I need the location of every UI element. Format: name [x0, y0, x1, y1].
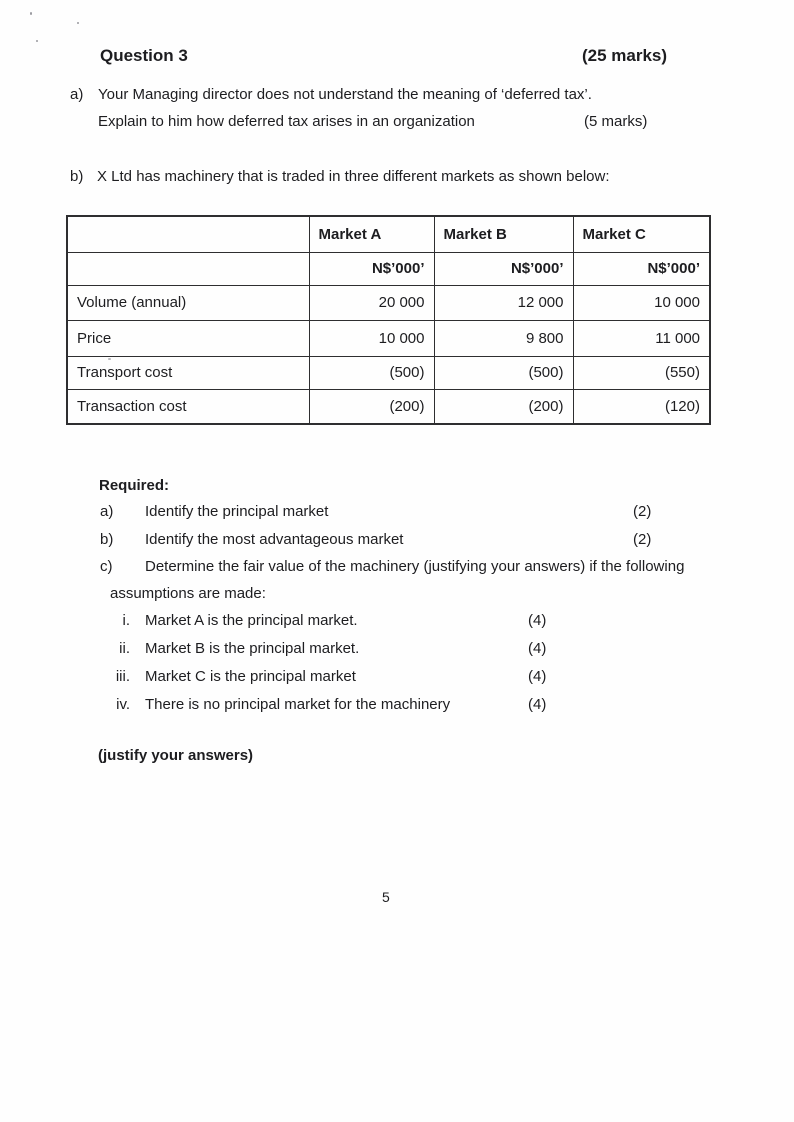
part-a-label: a)	[70, 86, 84, 103]
table-cell: 10 000	[573, 285, 710, 320]
justify-note: (justify your answers)	[98, 747, 254, 764]
page-number: 5	[382, 889, 390, 905]
assumption-i-label: i.	[122, 612, 130, 629]
assumption-iv-marks: (4)	[528, 696, 547, 713]
table-cell: 11 000	[573, 320, 710, 356]
part-b-text: X Ltd has machinery that is traded in three different markets as shown below:	[97, 168, 610, 185]
required-item-c-label: c)	[100, 558, 113, 575]
table-row	[67, 356, 710, 389]
table-row	[67, 285, 710, 320]
table-cell	[67, 252, 309, 285]
required-item-b-label: b)	[100, 531, 114, 548]
scan-speck	[77, 22, 79, 24]
table-cell: 12 000	[434, 285, 573, 320]
part-a-line2: Explain to him how deferred tax arises in an organization	[98, 113, 475, 130]
row-label-transaction-cost: Transaction cost	[67, 389, 309, 424]
part-b-label: b)	[70, 168, 84, 185]
scan-speck	[30, 12, 32, 15]
table-cell: 20 000	[309, 285, 434, 320]
markets-table	[66, 215, 711, 425]
required-heading: Required:	[99, 477, 170, 494]
row-label-price: Price	[67, 320, 309, 356]
table-col-market-c: Market C	[573, 216, 710, 252]
row-label-transport-cost: Transport cost	[67, 356, 309, 389]
table-header-row	[67, 216, 710, 252]
table-row	[67, 320, 710, 356]
required-item-a-label: a)	[100, 503, 114, 520]
table-unit-c: N$’000’	[573, 252, 710, 285]
required-item-b-text: Identify the most advantageous market	[145, 531, 404, 548]
assumption-ii-text: Market B is the principal market.	[145, 640, 360, 657]
assumption-i-marks: (4)	[528, 612, 547, 629]
table-row	[67, 389, 710, 424]
part-a-marks: (5 marks)	[584, 113, 648, 130]
table-cell: (200)	[309, 389, 434, 424]
table-cell: (120)	[573, 389, 710, 424]
required-item-b-marks: (2)	[633, 531, 652, 548]
question-total-marks: (25 marks)	[582, 46, 668, 65]
required-item-a-text: Identify the principal market	[145, 503, 329, 520]
table-unit-b: N$’000’	[434, 252, 573, 285]
table-cell: 9 800	[434, 320, 573, 356]
assumption-iv-label: iv.	[116, 696, 130, 713]
table-col-market-b: Market B	[434, 216, 573, 252]
row-label-volume: Volume (annual)	[67, 285, 309, 320]
assumption-iv-text: There is no principal market for the machinery	[145, 696, 451, 713]
table-cell	[67, 216, 309, 252]
table-unit-a: N$’000’	[309, 252, 434, 285]
table-unit-row	[67, 252, 710, 285]
part-a-line1: Your Managing director does not understand the meaning of ‘deferred tax’.	[98, 86, 592, 103]
scan-speck	[36, 40, 38, 42]
table-cell: (550)	[573, 356, 710, 389]
table-cell: (500)	[309, 356, 434, 389]
table-cell: (500)	[434, 356, 573, 389]
table-col-market-a: Market A	[309, 216, 434, 252]
table-cell: (200)	[434, 389, 573, 424]
question-title: Question 3	[100, 46, 188, 65]
required-item-a-marks: (2)	[633, 503, 652, 520]
assumption-i-text: Market A is the principal market.	[145, 612, 358, 629]
assumption-ii-marks: (4)	[528, 640, 547, 657]
assumption-iii-marks: (4)	[528, 668, 547, 685]
assumption-ii-label: ii.	[119, 640, 130, 657]
assumption-iii-label: iii.	[115, 668, 130, 685]
table-cell: 10 000	[309, 320, 434, 356]
required-item-c-text: Determine the fair value of the machinery (justifying your answers) if the following	[145, 558, 685, 575]
assumption-iii-text: Market C is the principal market	[145, 668, 356, 685]
required-item-c-continuation: assumptions are made:	[110, 585, 266, 602]
